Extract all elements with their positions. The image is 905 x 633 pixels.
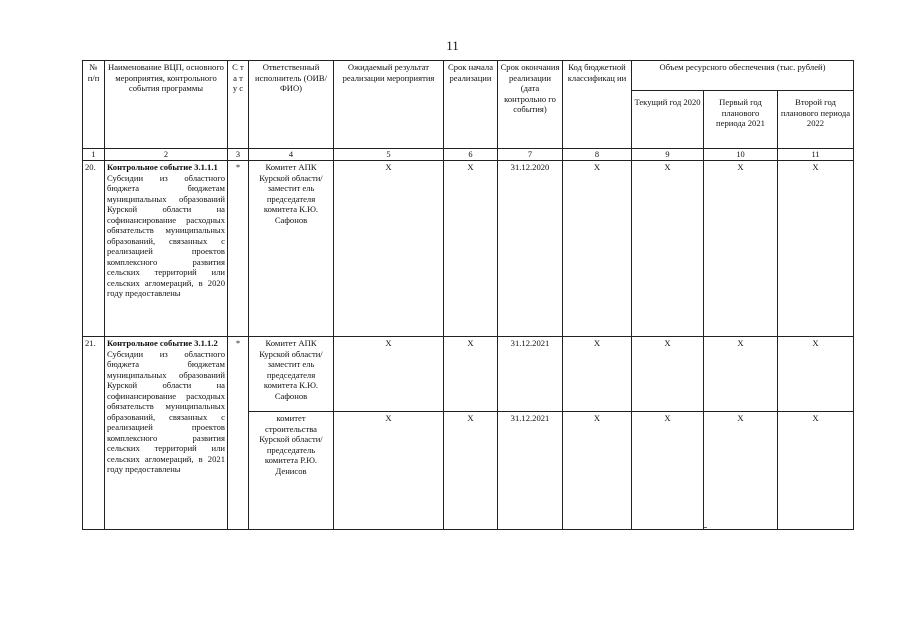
column-number: 1 [83,149,105,161]
header-executor: Ответственный исполнитель (ОИВ/ФИО) [249,61,334,149]
header-budget-code: Код бюджетной классификац ии [563,61,632,149]
row-number: 20. [83,161,105,337]
header-first-year: Первый год планового периода 2021 [704,91,778,149]
executor-cell: Комитет АПК Курской области/заместит ель председателя комитета К.Ю. Сафонов [249,337,334,412]
header-result: Ожидаемый результат реализации мероприятия [334,61,444,149]
column-number: 6 [444,149,498,161]
result-cell: X [334,412,444,530]
year-2020-cell: X [632,337,704,412]
header-volume: Объем ресурсного обеспечения (тыс. рублей) [632,61,854,91]
column-number: 8 [563,149,632,161]
column-number: 5 [334,149,444,161]
executor-cell: Комитет АПК Курской области/заместит ель председателя комитета К.Ю. Сафонов [249,161,334,337]
end-date-cell: 31.12.2020 [498,161,563,337]
column-number: 10 [704,149,778,161]
event-text: Субсидии из областного бюджета бюджетам муниципальных образований Курской области на софинансирование расходных обязательств муниципальных образований, связанных с реализацией проектов комплексного развития сельских территорий или сельских агломераций, в 2020 году предоставлены [107,172,225,298]
column-number-row [83,149,854,161]
column-number: 4 [249,149,334,161]
year-2020-cell: X [632,161,704,337]
budget-code-cell: X [563,161,632,337]
event-text: Субсидии из областного бюджета бюджетам муниципальных образований Курской области на софинансирование расходных обязательств муниципальных образований, связанных с реализацией проектов комплексного развития сельских территорий или сельских агломераций, в 2021 году предоставлены [107,348,225,474]
year-2022-cell: X [778,337,854,412]
status-cell: * [228,161,249,337]
end-date-cell: 31.12.2021 [498,412,563,530]
header-current-year: Текущий год 2020 [632,91,704,149]
budget-code-cell: X [563,337,632,412]
event-title: Контрольное событие 3.1.1.2 [107,338,218,348]
column-number: 9 [632,149,704,161]
header-num: № п/п [83,61,105,149]
row-number: 21. [83,337,105,530]
year-2021-cell: X [704,337,778,412]
end-date-cell: 31.12.2021 [498,337,563,412]
header-second-year: Второй год планового периода 2022 [778,91,854,149]
year-2020-cell: X [632,412,704,530]
event-title: Контрольное событие 3.1.1.1 [107,162,218,172]
header-end: Срок окончания реализации (дата контрольно го события) [498,61,563,149]
year-2021-cell: X [704,412,778,530]
page-number: 11 [446,38,459,53]
header-status: С т а т у с [228,61,249,149]
table-row [83,337,854,412]
year-2022-cell: X [778,161,854,337]
executor-cell: комитет строительства Курской области/ председатель комитета Р.Ю. Денисов [249,412,334,530]
event-description [105,161,228,337]
budget-code-cell: X [563,412,632,530]
column-number: 2 [105,149,228,161]
status-cell: * [228,337,249,530]
start-cell: X [444,337,498,412]
event-description [105,337,228,530]
header-start: Срок начала реализации [444,61,498,149]
start-cell: X [444,412,498,530]
year-2021-cell: X [704,161,778,337]
table-row [83,161,854,337]
result-cell: X [334,161,444,337]
year-2022-cell: X [778,412,854,530]
program-table [82,60,854,530]
column-number: 11 [778,149,854,161]
result-cell: X [334,337,444,412]
column-number: 3 [228,149,249,161]
column-number: 7 [498,149,563,161]
header-name: Наименование ВЦП, основного мероприятия, контрольного события программы [105,61,228,149]
scan-speck [704,527,707,528]
start-cell: X [444,161,498,337]
